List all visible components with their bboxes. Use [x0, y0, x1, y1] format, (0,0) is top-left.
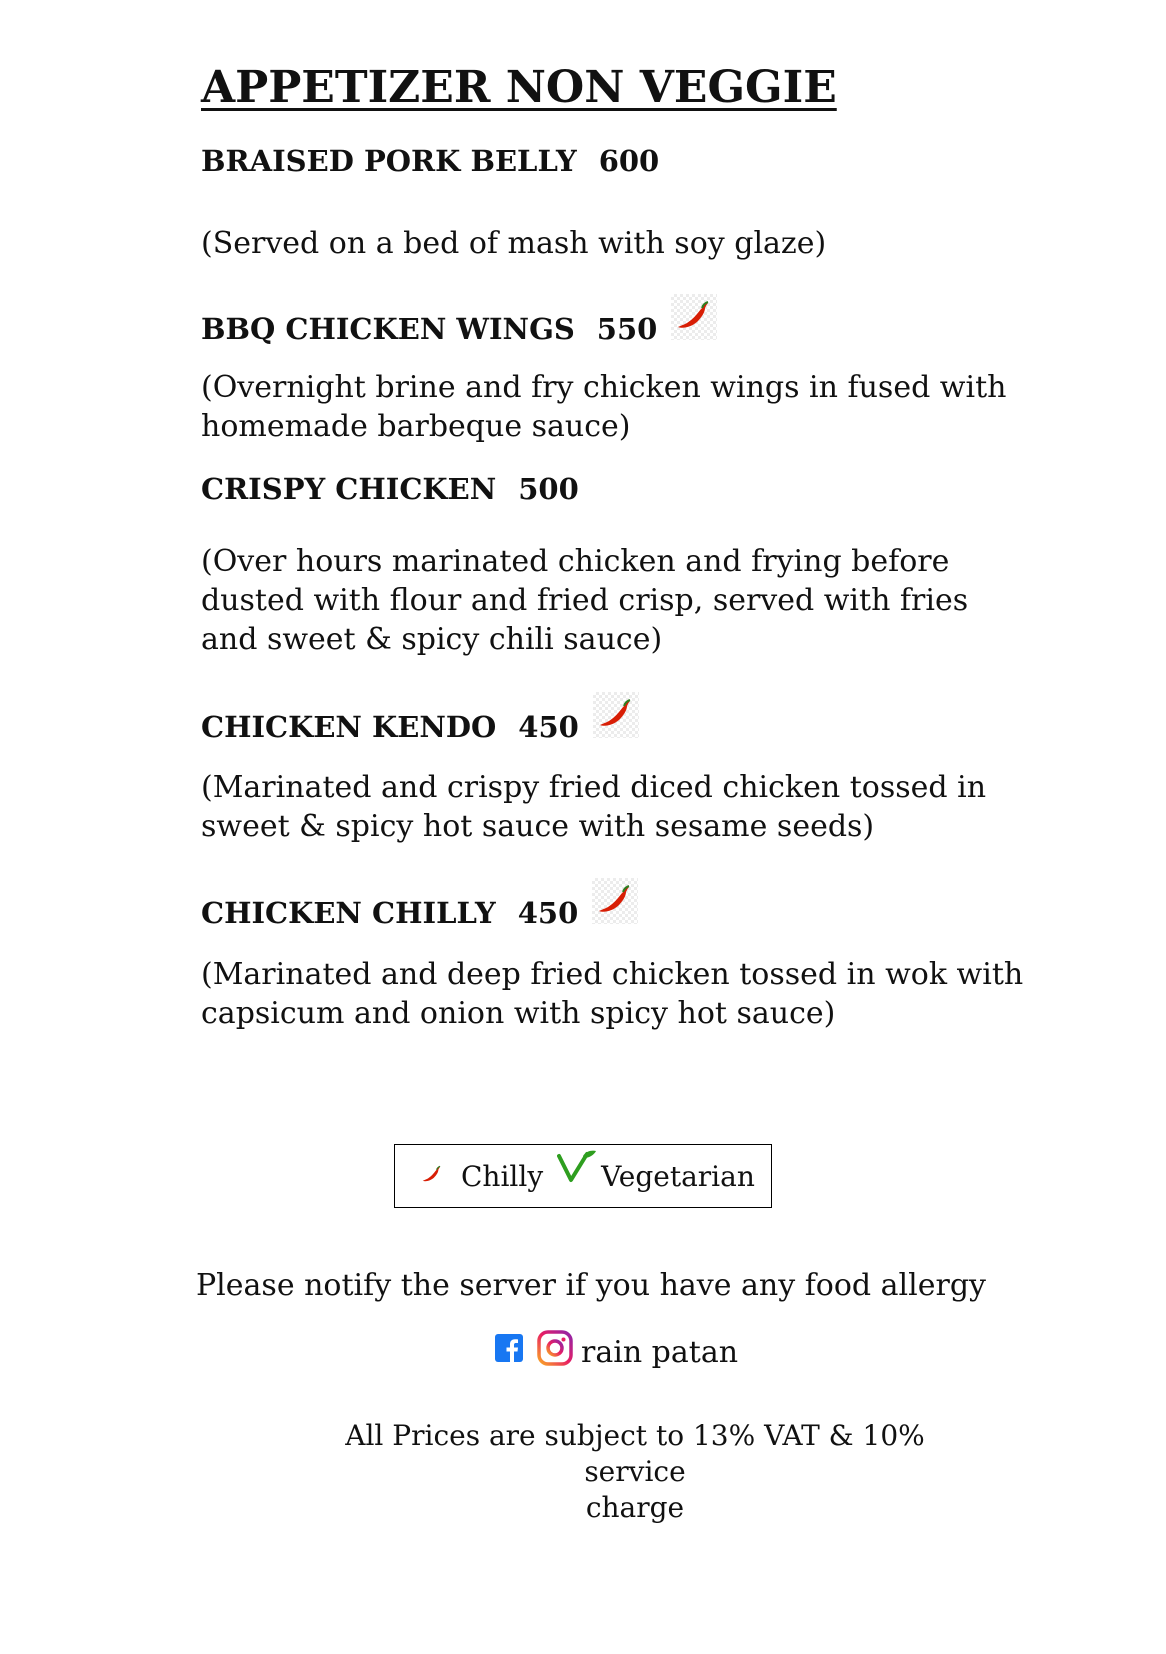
description-line: (Marinated and deep fried chicken tossed in wok with	[201, 957, 1024, 992]
item-name: CHICKEN CHILLY	[201, 896, 496, 930]
facebook-icon	[495, 1334, 523, 1370]
menu-item-heading	[201, 306, 717, 352]
description-line: (Served on a bed of mash with soy glaze)	[201, 226, 827, 261]
description-line: and sweet & spicy chili sauce)	[201, 622, 663, 657]
item-price: 500	[518, 472, 579, 506]
chili-pepper-icon	[592, 878, 638, 924]
description-line: homemade barbeque sauce)	[201, 409, 631, 444]
description-line: (Marinated and crispy fried diced chicken tossed in	[201, 770, 987, 805]
item-price: 450	[517, 896, 579, 930]
vat-line: All Prices are subject to 13% VAT & 10% service	[345, 1419, 925, 1488]
item-name: BRAISED PORK BELLY	[201, 144, 577, 178]
description-line: dusted with flour and fried crisp, served with fries	[201, 583, 969, 618]
vat-notice	[300, 1418, 970, 1526]
icon-legend	[394, 1144, 772, 1208]
menu-item-heading	[201, 144, 659, 178]
item-name: CRISPY CHICKEN	[201, 472, 497, 506]
item-description	[201, 368, 1006, 446]
chili-pepper-icon	[593, 692, 639, 738]
page-title: APPETIZER NON VEGGIE	[201, 62, 837, 113]
vat-line: charge	[585, 1491, 685, 1524]
legend-chilly-label: Chilly	[461, 1159, 544, 1193]
social-handle: rain patan	[581, 1334, 739, 1370]
item-description	[201, 955, 1023, 1033]
item-description	[201, 542, 968, 659]
item-name: CHICKEN KENDO	[201, 710, 497, 744]
leaf-v-icon	[557, 1150, 597, 1191]
chili-pepper-icon	[671, 294, 717, 340]
item-price: 450	[518, 710, 579, 744]
instagram-icon	[537, 1330, 573, 1374]
description-line: capsicum and onion with spicy hot sauce)	[201, 996, 836, 1031]
item-price: 600	[598, 144, 660, 178]
menu-item-heading	[201, 472, 579, 506]
menu-item-heading	[201, 704, 639, 750]
legend-vegetarian-label: Vegetarian	[601, 1159, 755, 1193]
description-line: (Overnight brine and fry chicken wings in fused with	[201, 370, 1007, 405]
description-line: sweet & spicy hot sauce with sesame seeds)	[201, 809, 875, 844]
allergy-notice: Please notify the server if you have any food allergy	[196, 1268, 986, 1303]
menu-item-heading	[201, 890, 638, 936]
chili-pepper-icon	[421, 1160, 443, 1193]
item-description	[201, 768, 986, 846]
social-handle-row	[495, 1330, 738, 1374]
item-name: BBQ CHICKEN WINGS	[201, 312, 575, 346]
description-line: (Over hours marinated chicken and frying before	[201, 544, 950, 579]
item-description	[201, 224, 826, 263]
item-price: 550	[596, 312, 658, 346]
